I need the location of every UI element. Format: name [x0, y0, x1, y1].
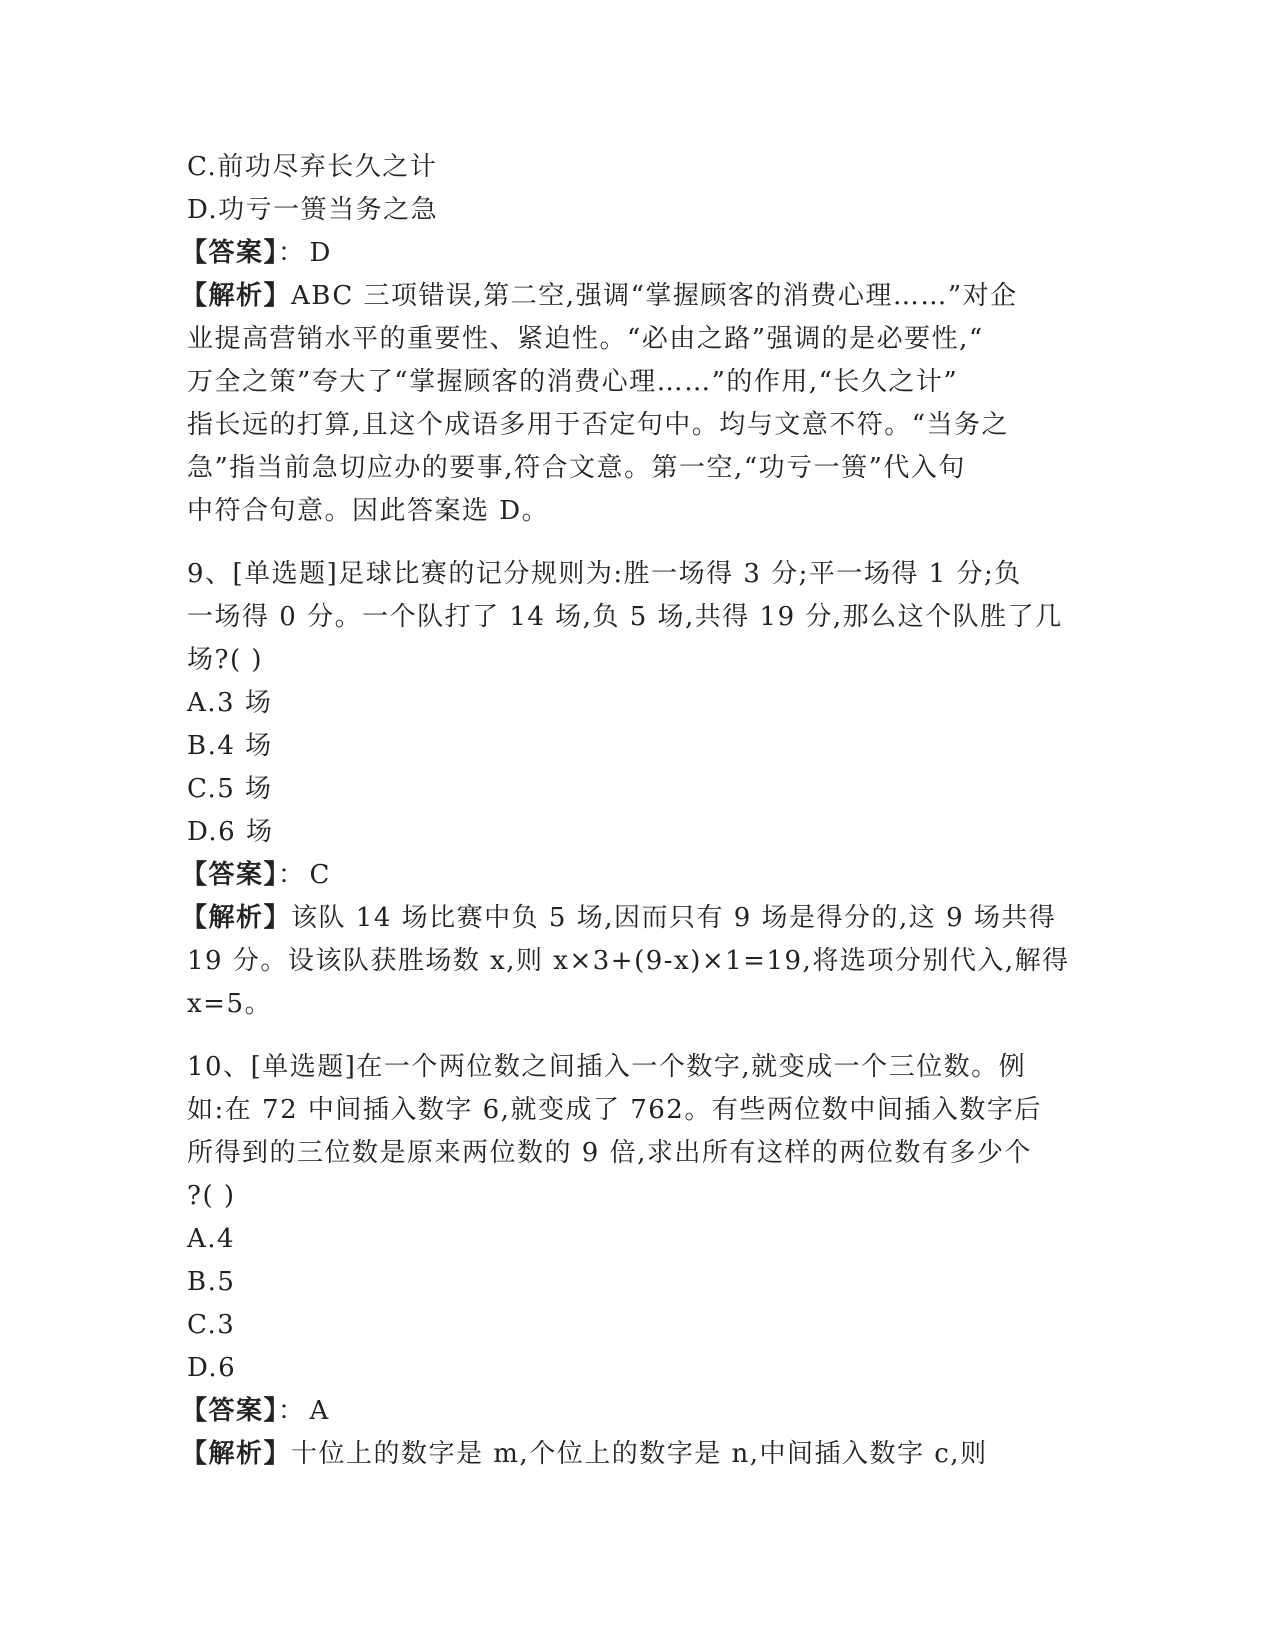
question-9 [181, 553, 1087, 1026]
question-text-line: 9、[单选题]足球比赛的记分规则为:胜一场得 3 分;平一场得 1 分;负 [187, 559, 1022, 589]
answer-label: 【答案】 [181, 238, 279, 268]
analysis-label: 【解析】 [181, 281, 292, 311]
analysis-line: x=5。 [187, 989, 272, 1019]
analysis-text: 该队 14 场比赛中负 5 场,因而只有 9 场是得分的,这 9 场共得 [291, 903, 1057, 933]
answer-separator: ： [278, 860, 306, 890]
question-gap [187, 533, 1087, 553]
option-b: B.4 场 [187, 731, 273, 761]
question-text-line: 一场得 0 分。一个队打了 14 场,负 5 场,共得 19 分,那么这个队胜了几 [187, 602, 1063, 632]
answer-separator: ： [278, 238, 306, 268]
answer-value: C [309, 860, 331, 890]
exam-content [181, 146, 1087, 1476]
analysis-line [181, 275, 1087, 318]
answer-value: D [309, 238, 332, 268]
analysis-text: ABC 三项错误,第二空,强调“掌握顾客的消费心理……”对企 [291, 281, 1018, 311]
analysis-line: 业提高营销水平的重要性、紧迫性。“必由之路”强调的是必要性,“ [187, 324, 984, 354]
question-8-tail [181, 146, 1087, 533]
option-c: C.3 [187, 1310, 236, 1340]
analysis-line [181, 897, 1087, 940]
question-gap [187, 1026, 1087, 1046]
answer-label: 【答案】 [181, 860, 279, 890]
option-d: D.功亏一篑当务之急 [187, 195, 439, 225]
analysis-label: 【解析】 [181, 1439, 292, 1469]
option-a: A.4 [187, 1224, 236, 1254]
answer-row [181, 232, 1087, 275]
analysis-text: 十位上的数字是 m,个位上的数字是 n,中间插入数字 c,则 [291, 1439, 988, 1469]
answer-row [181, 1390, 1087, 1433]
answer-value: A [309, 1396, 330, 1426]
answer-label: 【答案】 [181, 1396, 279, 1426]
analysis-line: 19 分。设该队获胜场数 x,则 x×3+(9-x)×1=19,将选项分别代入,解得 [187, 946, 1070, 976]
question-text-line: 如:在 72 中间插入数字 6,就变成了 762。有些两位数中间插入数字后 [187, 1095, 1042, 1125]
analysis-line: 万全之策”夸大了“掌握顾客的消费心理……”的作用,“长久之计” [187, 367, 959, 397]
analysis-line: 中符合句意。因此答案选 D。 [187, 496, 550, 526]
question-text-line: 10、[单选题]在一个两位数之间插入一个数字,就变成一个三位数。例 [187, 1052, 1027, 1082]
option-c: C.5 场 [187, 774, 273, 804]
analysis-line: 急”指当前急切应办的要事,符合文意。第一空,“功亏一篑”代入句 [187, 453, 966, 483]
question-text-line: 场?( ) [187, 645, 263, 675]
option-c: C.前功尽弃长久之计 [187, 152, 438, 182]
option-d: D.6 [187, 1353, 237, 1383]
analysis-line [181, 1433, 1087, 1476]
option-b: B.5 [187, 1267, 236, 1297]
answer-row [181, 854, 1087, 897]
option-a: A.3 场 [187, 688, 273, 718]
answer-separator: ： [278, 1396, 306, 1426]
question-10 [181, 1046, 1087, 1476]
option-d: D.6 场 [187, 817, 274, 847]
analysis-label: 【解析】 [181, 903, 292, 933]
question-text-line: 所得到的三位数是原来两位数的 9 倍,求出所有这样的两位数有多少个 [187, 1138, 1032, 1168]
question-text-line: ?( ) [187, 1181, 236, 1211]
analysis-line: 指长远的打算,且这个成语多用于否定句中。均与文意不符。“当务之 [187, 410, 1010, 440]
